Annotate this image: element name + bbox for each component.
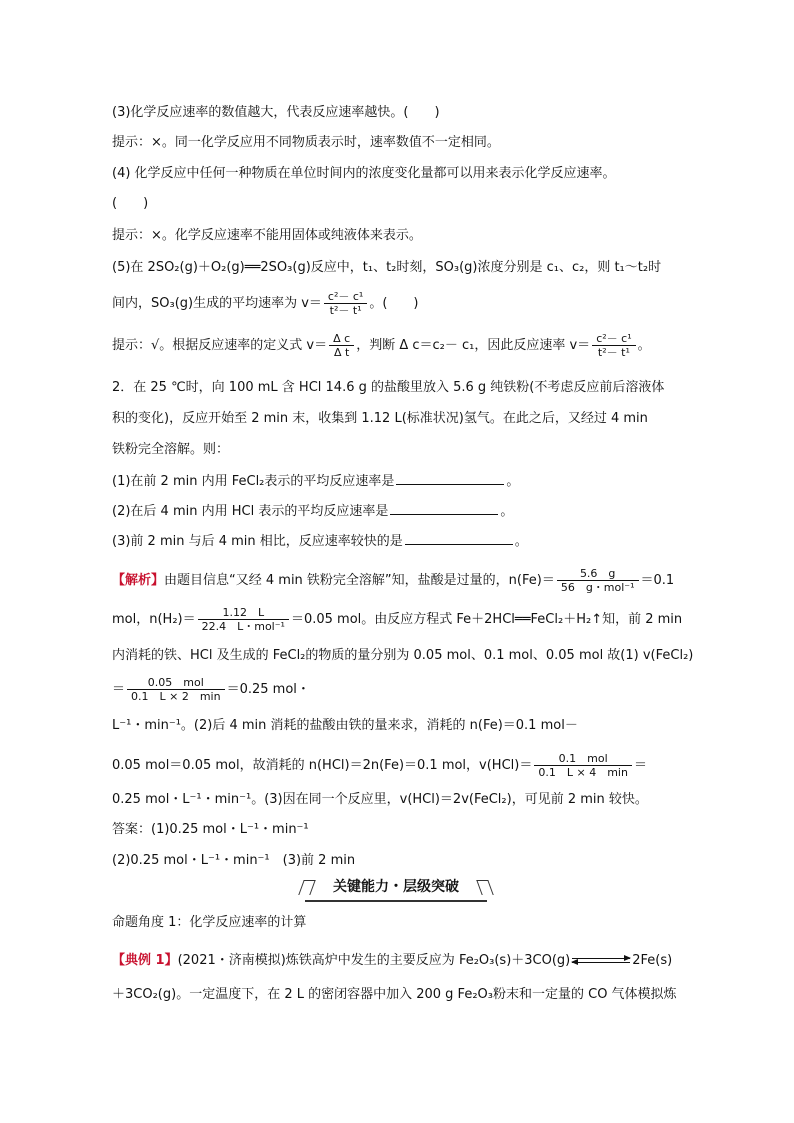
answer-line2: (2)0.25 mol・L⁻¹・min⁻¹ (3)前 2 min [112,853,356,868]
example-line2: ＋3CO₂(g)。一定温度下，在 2 L 的密闭容器中加入 200 g Fe₂O₃粉末和一定量的 CO 气体模拟炼 [112,987,677,1002]
sub-question-1: (1)在前 2 min 内用 FeCl₂表示的平均反应速率是 。 [112,470,519,492]
question-4-paren: ( ) [112,196,149,211]
sub-question-2: (2)在后 4 min 内用 HCl 表示的平均反应速率是 。 [112,500,513,522]
hint-4: 提示：×。化学反应速率不能用固体或纯液体来表示。 [112,228,422,243]
analysis-line3: 内消耗的铁、HCl 及生成的 FeCl₂的物质的量分别为 0.05 mol、0.1 mol、0.05 mol 故(1) v(FeCl₂) [112,648,694,663]
analysis-line2: mol，n(H₂)＝ $\frac{1.12 L}{\text{22.4 L・mol⁻¹}}$ ＝0.05 mol。由反应方程式 Fe＋2HCl══FeCl₂＋H₂↑知，前 2 min [112,606,683,633]
answer-blank[interactable] [390,500,498,515]
problem-2-line3: 铁粉完全溶解。则： [112,442,230,457]
example-line1: 【典例 1】(2021・济南模拟)炼铁高炉中发生的主要反应为 Fe₂O₃(s)＋3CO(g) 2Fe(s) [112,953,673,968]
question-3: (3)化学反应速率的数值越大，代表反应速率越快。( ) [112,105,440,120]
hint-3: 提示：×。同一化学反应用不同物质表示时，速率数值不一定相同。 [112,135,500,150]
proposition-angle: 命题角度 1：化学反应速率的计算 [112,915,307,930]
problem-2-line2: 积的变化)，反应开始至 2 min 末，收集到 1.12 L(标准状况)氢气。在此之后，又经过 4 min [112,411,648,426]
analysis-line5: L⁻¹・min⁻¹。(2)后 4 min 消耗的盐酸由铁的量来求，消耗的 n(Fe)＝0.1 mol－ [112,718,578,733]
analysis-line7: 0.25 mol・L⁻¹・min⁻¹。(3)因在同一个反应里，v(HCl)＝2v(FeCl₂)，可见前 2 min 较快。 [112,792,648,807]
problem-2-line1: 2．在 25 ℃时，向 100 mL 含 HCl 14.6 g 的盐酸里放入 5.6 g 纯铁粉(不考虑反应前后溶液体 [112,380,665,395]
rate-fraction: $\frac{\text{c²－ c¹}}{\text{t²－ t¹}}$ [324,290,367,317]
reversible-arrow-icon [572,956,630,966]
answer-blank[interactable] [396,470,504,485]
analysis-line1: 【解析】由题目信息“又经 4 min 铁粉完全溶解”知，盐酸是过量的，n(Fe)＝ $\frac{5.6 g}{\text{56 g・mol⁻¹}}$ ＝0.1 [112,567,675,594]
example-tag: 【典例 1】 [112,953,178,968]
question-5-line2: 间内，SO₃(g)生成的平均速率为 v＝ $\frac{\text{c²－ c¹}}{\text{t²－ t¹}}$ 。( ) [112,290,419,317]
answer-blank[interactable] [405,530,513,545]
analysis-line4: ＝ $\frac{\text{0.05 mol}}{0.1 L \times 2 \min}$ ＝0.25 mol・ [112,676,310,703]
answer-line1: 答案：(1)0.25 mol・L⁻¹・min⁻¹ [112,822,309,837]
analysis-tag: 【解析】 [112,573,165,588]
analysis-line6: 0.05 mol＝0.05 mol，故消耗的 n(HCl)＝2n(Fe)＝0.1 mol，v(HCl)＝ $\frac{\text{0.1 mol}}{0.1 L \times 4 \min}$ ＝ [112,752,647,779]
section-banner: 关键能力・层级突破 [305,876,487,902]
hint-5: 提示：√。根据反应速率的定义式 v＝ $\frac{\text{Δ c}}{\text{Δ t}}$ ，判断 Δ c＝c₂－ c₁，因此反应速率 v＝ $\frac{\text{c²－ c¹}}{\text{t²－ t¹}}$ 。 [112,332,651,359]
question-5-line1: (5)在 2SO₂(g)＋O₂(g)══2SO₃(g)反应中，t₁、t₂时刻，SO₃(g)浓度分别是 c₁、c₂，则 t₁～t₂时 [112,260,662,275]
sub-question-3: (3)前 2 min 与后 4 min 相比，反应速率较快的是 。 [112,530,528,552]
question-4: (4) 化学反应中任何一种物质在单位时间内的浓度变化量都可以用来表示化学反应速率。 [112,166,616,181]
